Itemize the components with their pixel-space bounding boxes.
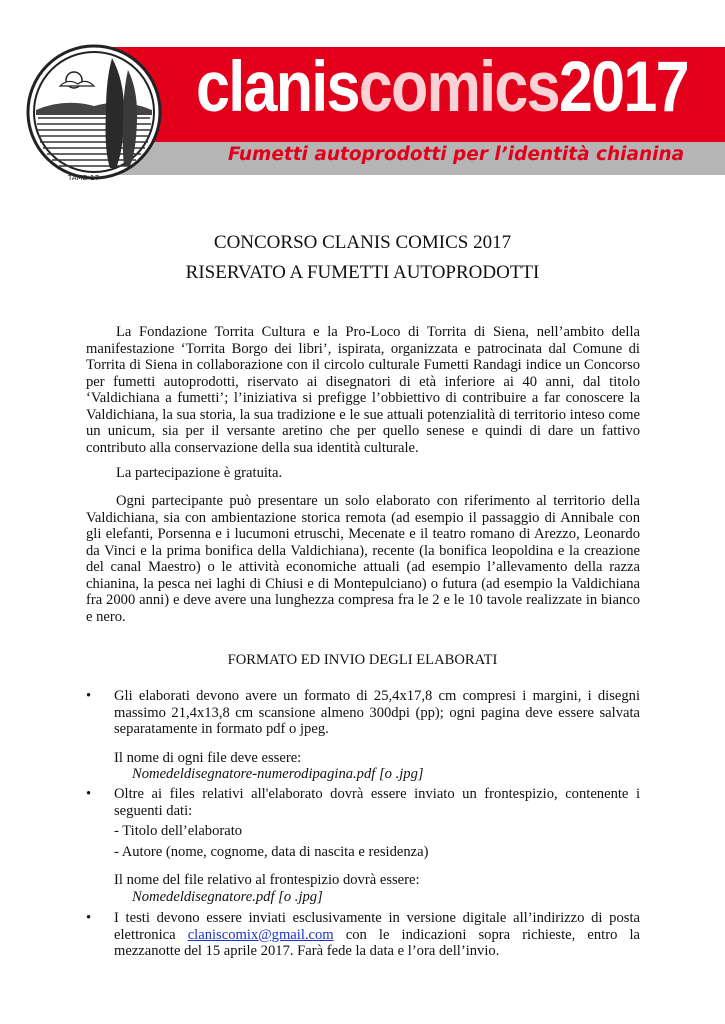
contest-title: CONCORSO CLANIS COMICS 2017 xyxy=(213,232,512,253)
frontespizio-text: Oltre ai files relativi all'elaborato dovrà essere inviato un frontespizio, contenente i seguenti dati: xyxy=(114,786,640,819)
submission-text: I testi devono essere inviati esclusivamente in versione digitale all’indirizzo di posta elettronica claniscomix@gmail.com con le indicazioni sopra richieste, entro la mezzanotte del 15 aprile 2017. Farà fede la data e l’ora dell’invio. xyxy=(114,910,640,959)
file-name-note: Il nome di ogni file deve essere: xyxy=(114,749,302,766)
free-participation xyxy=(86,465,640,482)
email-link[interactable]: claniscomix@gmail.com xyxy=(187,926,334,943)
section-heading: FORMATO ED INVIO DEGLI ELABORATI xyxy=(227,652,498,668)
cypress-logo xyxy=(24,40,164,190)
format-text: Gli elaborati devono avere un formato di 25,4x17,8 cm compresi i margini, i disegni massimo 21,4x13,8 cm scansione almeno 300dpi (pp); ogni pagina deve essere salvata separatamente in formato pdf o jpeg. xyxy=(114,688,640,737)
paragraph-rules: Ogni partecipante può presentare un solo elaborato con riferimento al territorio della Valdichiana, sia con ambientazione storica remota (ad esempio il passaggio di Annibale con gli elefanti, Porsenna e i lucumoni etruschi, Mecenate e il teatro romano di Arezzo, Leonardo da Vinci e la prima bonifica della Valdichiana), recente (la bonifica leopoldina e la creazione del canal Maestro) o le attività economiche attuali (ad esempio l’allevamento della razza chianina, la pesca nei laghi di Chiusi e di Montepulciano) o futura (ad esempio la Valdichiana fra 2000 anni) e deve avere una lunghezza compresa fra le 2 e le 10 tavole realizzate in bianco e nero. xyxy=(86,493,640,625)
contest-subtitle: RISERVATO A FUMETTI AUTOPRODOTTI xyxy=(185,262,540,283)
bullet-dot: • xyxy=(86,786,92,802)
brand-tagline: Fumetti autoprodotti per l’identità chianina xyxy=(228,144,685,165)
frontespizio-name-pattern: Nomedeldisegnatore.pdf [o .jpg] xyxy=(132,888,323,905)
rules-paragraph xyxy=(86,493,640,625)
list-item-title: - Titolo dell’elaborato xyxy=(114,823,243,839)
brand-title: claniscomics2017 xyxy=(196,48,688,127)
bullet-format xyxy=(86,688,640,783)
logo-signature: TAMD 17 xyxy=(68,174,100,182)
file-name-pattern: Nomedeldisegnatore-numerodipagina.pdf [o .jpg] xyxy=(132,766,424,782)
bullet-submission xyxy=(86,910,640,960)
intro-paragraph xyxy=(86,324,640,456)
bullet-dot: • xyxy=(86,688,92,704)
header-banner xyxy=(0,0,725,200)
bullet-frontespizio xyxy=(86,786,640,905)
frontespizio-name-note: Il nome del file relativo al frontespizio dovrà essere: xyxy=(114,872,420,888)
paragraph-free: La partecipazione è gratuita. xyxy=(116,465,283,481)
bullet-dot: • xyxy=(86,910,92,926)
paragraph-intro: La Fondazione Torrita Cultura e la Pro-Loco di Torrita di Siena, nell’ambito della manifestazione ‘Torrita Borgo dei libri’, ispirata, organizzata e patrocinata dal Comune di Torrita di Siena in collaborazione con il circolo culturale Fumetti Randagi indice un Concorso per fumetti autoprodotti, riservato ai disegnatori di età inferiore ai 40 anni, dal titolo ‘Valdichiana a fumetti’; l’iniziativa si prefigge l’obbiettivo di contribuire a far conoscere la Valdichiana, la sua storia, la sua tradizione e le sue attuali potenzialità di territorio inteso come un unicum, sia per il versante aretino che per quello senese e quindi di dare un fattivo contributo alla conservazione della sua identità culturale. xyxy=(86,324,640,456)
list-item-author: - Autore (nome, cognome, data di nascita e residenza) xyxy=(114,843,429,860)
